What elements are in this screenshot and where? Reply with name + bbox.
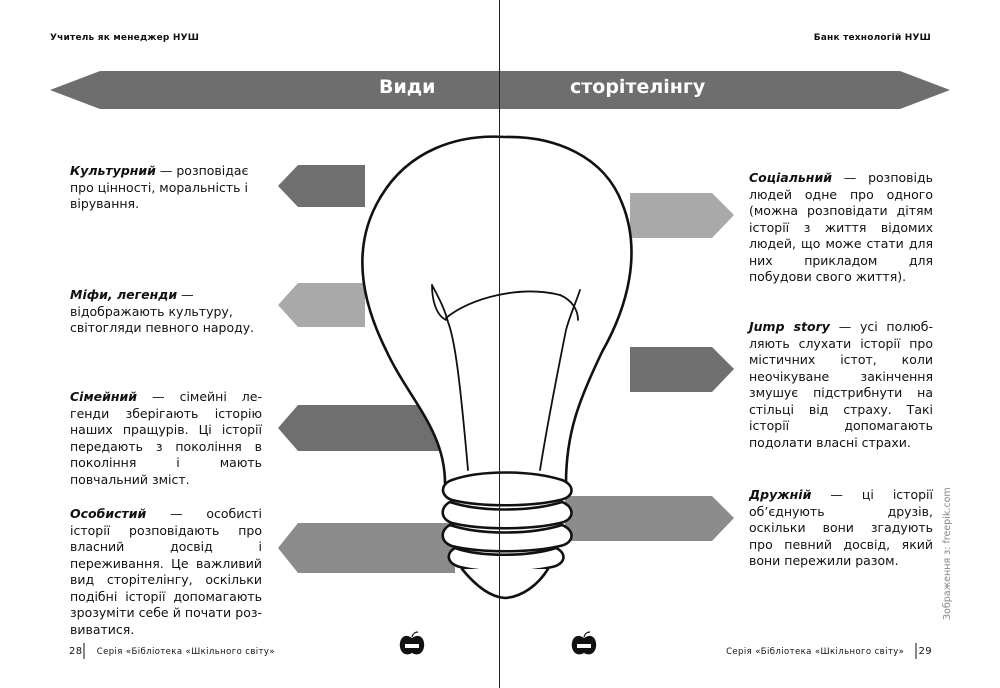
left-footer bbox=[69, 646, 275, 657]
left-item-term: Особистий bbox=[70, 506, 147, 521]
right-item-term: Jump story bbox=[749, 319, 830, 334]
right-item-social bbox=[749, 170, 933, 286]
school-world-logo-left bbox=[400, 632, 424, 654]
right-arrow-2 bbox=[630, 347, 734, 392]
left-item-text: — сімейні легенди зберігають історію наших пращурів. Ці історії передають з покоління в покоління і мають повчальний зміст. bbox=[70, 389, 262, 487]
left-item-cultural bbox=[70, 163, 260, 213]
image-credit: Зображення з: freepik.com bbox=[942, 487, 953, 620]
left-item-text: — відображають культуру, світогляди певного народу. bbox=[70, 287, 255, 335]
left-series-label: Серія «Бібліотека «Шкільного світу» bbox=[96, 647, 275, 657]
right-arrow-1 bbox=[630, 193, 734, 238]
page-spine bbox=[499, 0, 500, 688]
left-arrow-2 bbox=[278, 283, 365, 327]
school-world-logo-right bbox=[572, 632, 596, 654]
right-item-text: — розповідь людей одне про одного (можна розповідати дітям історії з життя відомих людей, що може стати для них прикладом для побудови свого життя). bbox=[749, 170, 933, 284]
right-arrow-3 bbox=[565, 496, 734, 541]
right-item-term: Дружній bbox=[749, 487, 812, 502]
right-series-label: Серія «Бібліотека «Шкільного світу» bbox=[726, 647, 905, 657]
left-item-family bbox=[70, 389, 262, 488]
left-item-personal bbox=[70, 506, 262, 638]
left-item-term: Сімейний bbox=[70, 389, 138, 404]
right-item-text: — усі полюбляють слухати історії про містичних істот, коли неочікуване закінчення змушує підстрибнути на стільці від страху. Такі історії допомагають подолати власні страхи. bbox=[749, 319, 933, 450]
left-item-text: — особисті історії розповідають про власний досвід і переживання. Це важливий вид сторітелінгу, оскільки подібні історії допомагають зрозуміти себе й почати розвиватися. bbox=[70, 506, 262, 637]
right-running-header: Банк технологій НУШ bbox=[813, 33, 931, 43]
right-item-jump-story bbox=[749, 319, 933, 451]
left-item-term: Культурний bbox=[70, 163, 156, 178]
banner-title-right: сторітелінгу bbox=[570, 76, 706, 98]
right-item-text: — ці історії об’єднують друзів, оскільки вони згадують про певний досвід, який вони пережили разом. bbox=[749, 487, 933, 568]
left-arrow-1 bbox=[278, 165, 365, 207]
right-item-term: Соціальний bbox=[749, 170, 832, 185]
title-banner bbox=[50, 71, 950, 109]
left-running-header: Учитель як менеджер НУШ bbox=[50, 33, 200, 43]
left-item-term: Міфи, легенди bbox=[70, 287, 178, 302]
right-footer bbox=[726, 646, 932, 657]
banner-title-left: Види bbox=[379, 76, 436, 98]
right-item-friendly bbox=[749, 487, 933, 570]
left-item-myths bbox=[70, 287, 262, 337]
left-arrow-4 bbox=[278, 523, 455, 573]
left-page-number: 28 bbox=[69, 646, 83, 657]
right-page-number: 29 bbox=[918, 646, 932, 657]
left-item-text: — розповідає про цінності, моральність і вірування. bbox=[70, 163, 249, 211]
